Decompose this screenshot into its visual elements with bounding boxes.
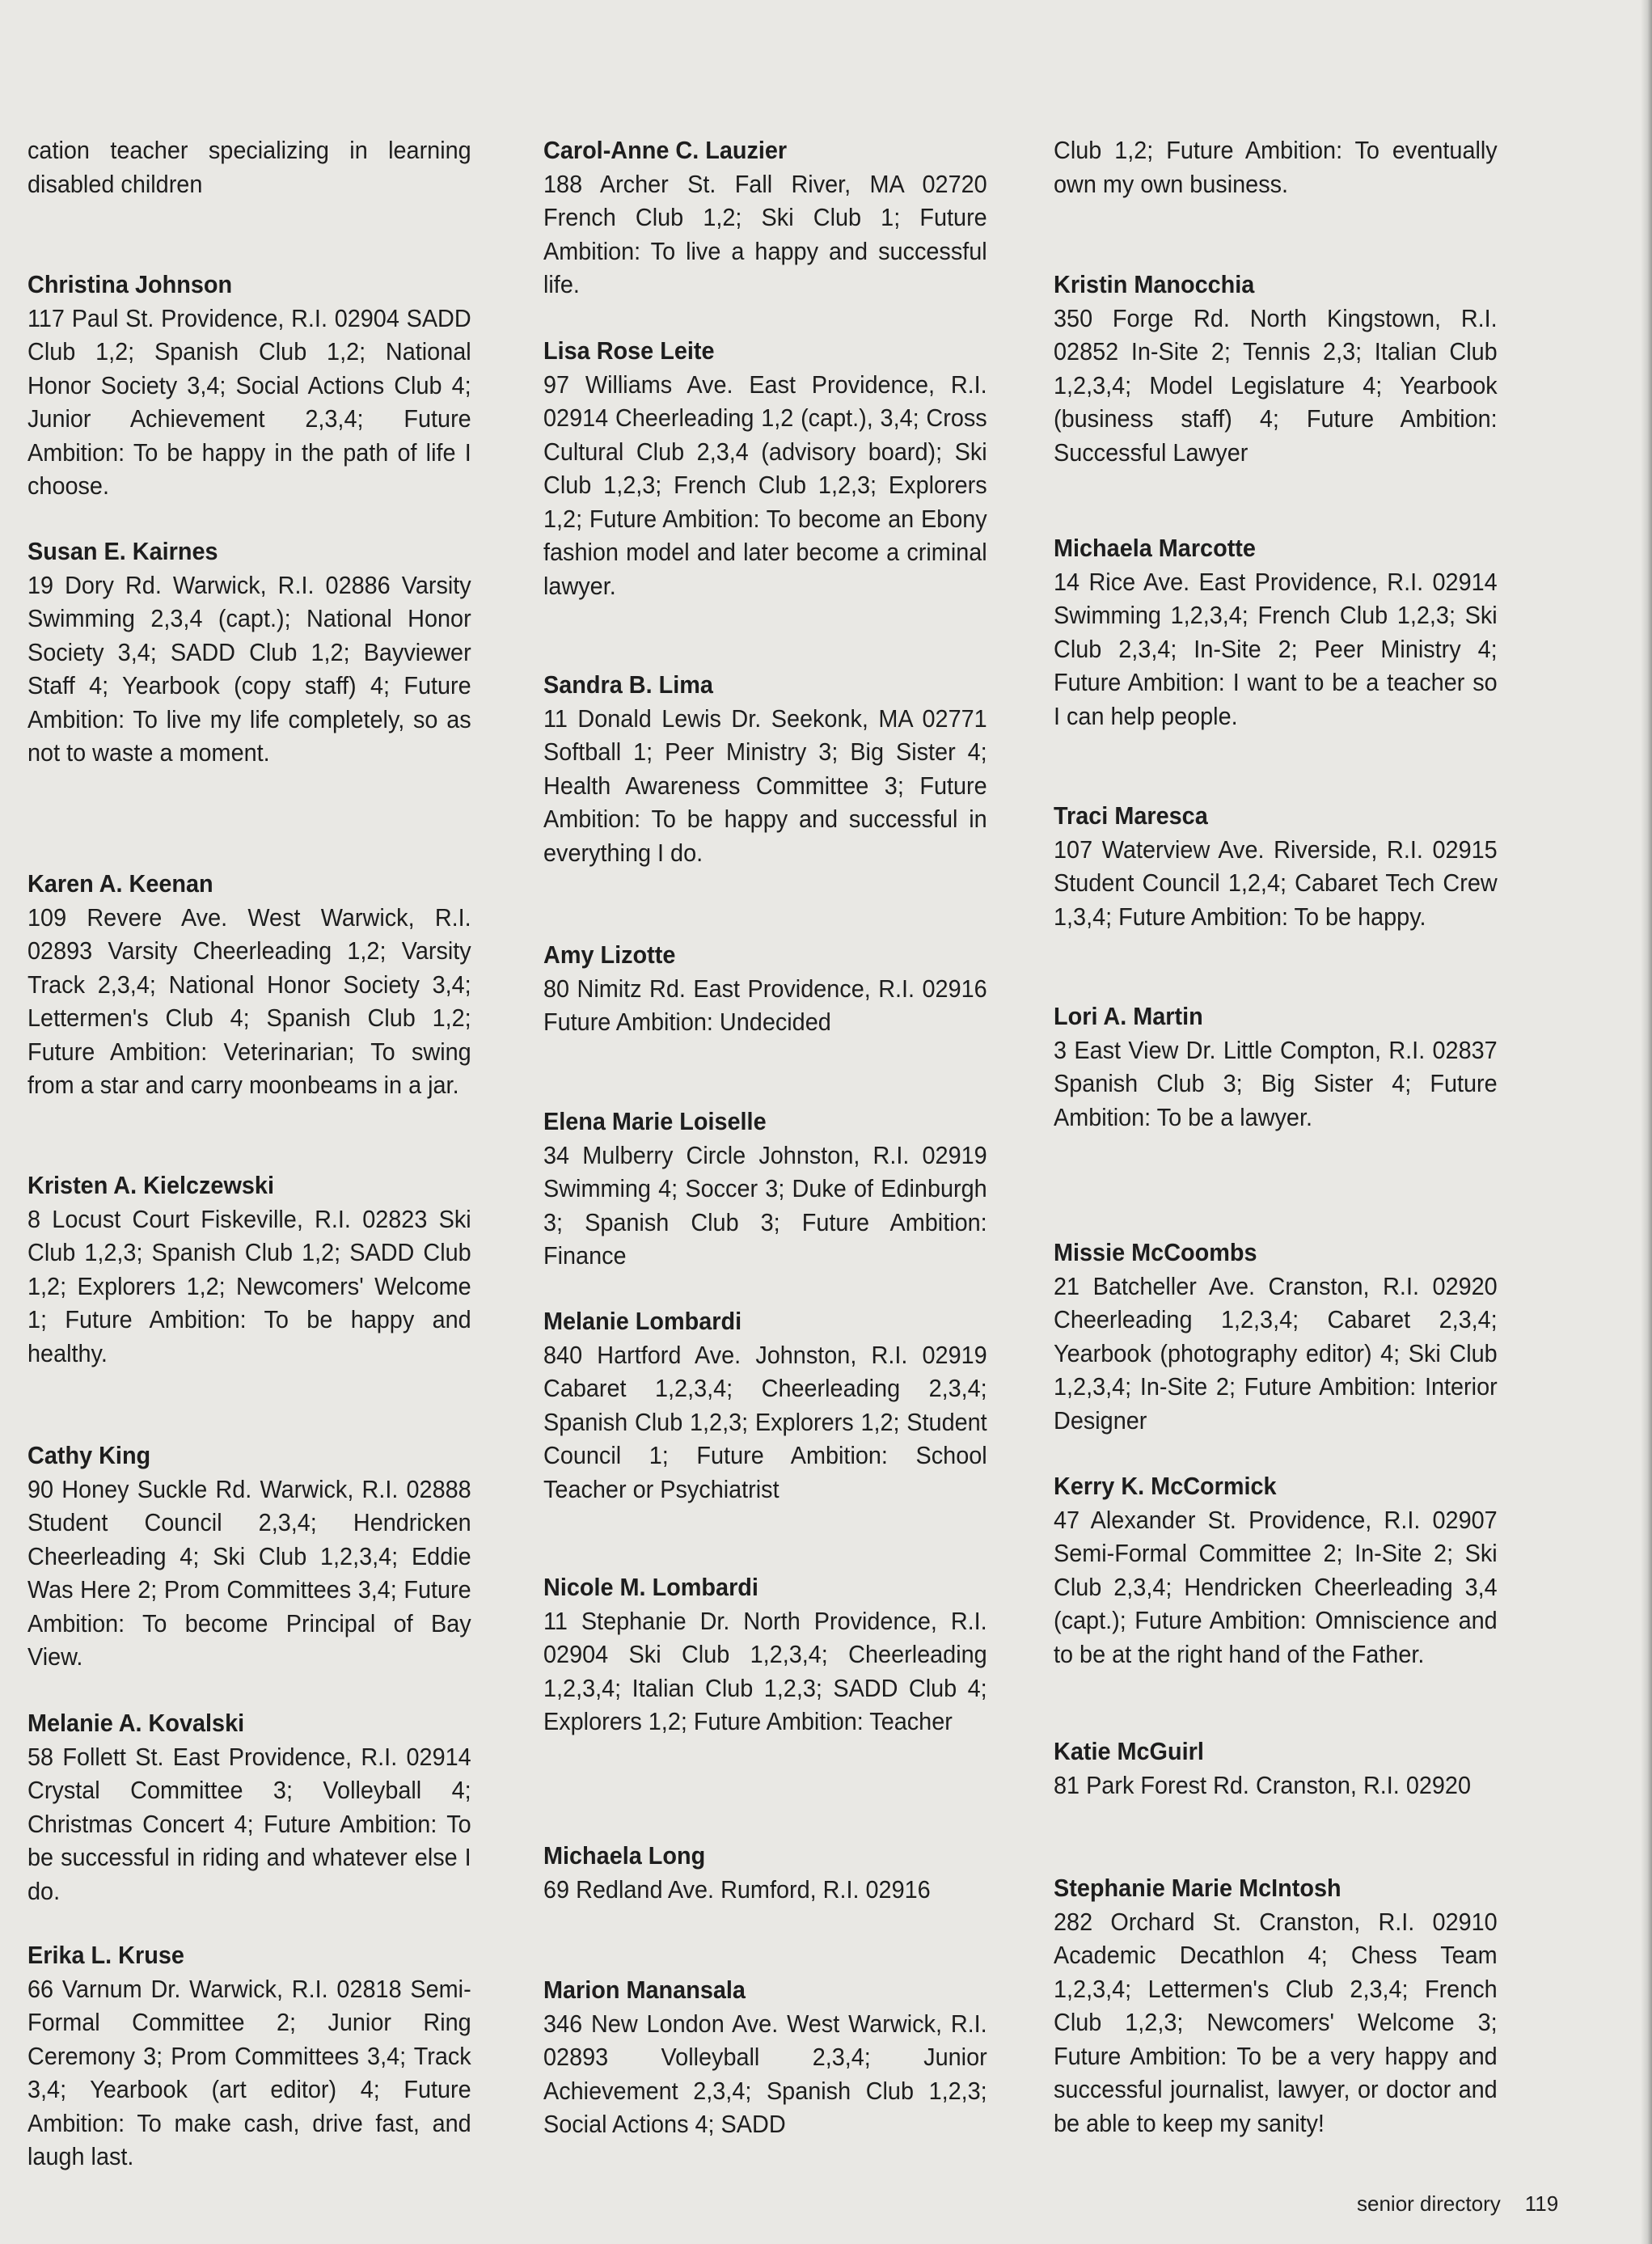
student-details: 109 Revere Ave. West Warwick, R.I. 02893 Varsity Cheerleading 1,2; Varsity Track 2,3,4; National Honor Society 3,4; Lettermen's Club 4; Spanish Club 1,2; Future Ambition: Veterinarian; To swing from a star and carry moonbeams in a jar.	[27, 902, 471, 1099]
directory-entry	[543, 1839, 987, 1906]
directory-entry	[543, 668, 987, 869]
student-details: 66 Varnum Dr. Warwick, R.I. 02818 Semi-Formal Committee 2; Junior Ring Ceremony 3; Prom Committees 3,4; Track 3,4; Yearbook (art editor) 4; Future Ambition: To make cash, drive fast, and laugh last.	[27, 1974, 471, 2170]
student-name: Stephanie Marie McIntosh	[1054, 1874, 1341, 1902]
directory-entry	[1054, 999, 1498, 1134]
student-name: Michaela Long	[543, 1841, 706, 1870]
directory-entry	[1054, 1236, 1498, 1437]
student-details: 3 East View Dr. Little Compton, R.I. 02837 Spanish Club 3; Big Sister 4; Future Ambition: To be a lawyer.	[1054, 1035, 1498, 1131]
page-number: 119	[1524, 2191, 1559, 2216]
student-name: Kristin Manocchia	[1054, 270, 1255, 298]
continued-text: cation teacher specializing in learning disabled children	[27, 136, 471, 198]
student-details: 58 Follett St. East Providence, R.I. 02914 Crystal Committee 3; Volleyball 4; Christmas Concert 4; Future Ambition: To be successful in riding and whatever else I do.	[27, 1742, 471, 1905]
directory-entry	[27, 1439, 471, 1674]
directory-entry	[543, 133, 987, 302]
student-details: 188 Archer St. Fall River, MA 02720 French Club 1,2; Ski Club 1; Future Ambition: To live a happy and successful life.	[543, 169, 987, 298]
student-name: Erika L. Kruse	[27, 1941, 184, 1969]
student-name: Karen A. Keenan	[27, 869, 213, 898]
student-details: 346 New London Ave. West Warwick, R.I. 02893 Volleyball 2,3,4; Junior Achievement 2,3,4; Spanish Club 1,2,3; Social Actions 4; SADD	[543, 2009, 987, 2138]
directory-entry	[543, 1105, 987, 1273]
student-details: 47 Alexander St. Providence, R.I. 02907 Semi-Formal Committee 2; In-Site 2; Ski Club 2,3,4; Hendricken Cheerleading 3,4 (capt.); Future Ambition: Omniscience and to be at the right hand of the Father.	[1054, 1505, 1498, 1668]
directory-entry	[543, 938, 987, 1039]
directory-entry	[27, 867, 471, 1102]
student-name: Elena Marie Loiselle	[543, 1107, 767, 1135]
student-details: 8 Locust Court Fiskeville, R.I. 02823 Ski Club 1,2,3; Spanish Club 1,2; SADD Club 1,2; Explorers 1,2; Newcomers' Welcome 1; Future Ambition: To be happy and healthy.	[27, 1204, 471, 1367]
student-name: Sandra B. Lima	[543, 670, 713, 699]
continued-text: Club 1,2; Future Ambition: To eventually own my own business.	[1054, 136, 1498, 198]
student-name: Michaela Marcotte	[1054, 534, 1256, 562]
directory-entry	[543, 1973, 987, 2141]
student-name: Christina Johnson	[27, 270, 233, 298]
student-details: 21 Batcheller Ave. Cranston, R.I. 02920 Cheerleading 1,2,3,4; Cabaret 2,3,4; Yearbook (photography editor) 4; Ski Club 1,2,3,4; In-Site 2; Future Ambition: Interior Designer	[1054, 1271, 1498, 1435]
student-details: 107 Waterview Ave. Riverside, R.I. 02915 Student Council 1,2,4; Cabaret Tech Crew 1,3,4; Future Ambition: To be happy.	[1054, 835, 1498, 931]
student-details: 350 Forge Rd. North Kingstown, R.I. 02852 In-Site 2; Tennis 2,3; Italian Club 1,2,3,4; Model Legislature 4; Yearbook (business staff) 4; Future Ambition: Successful Lawyer	[1054, 303, 1498, 467]
student-details: 14 Rice Ave. East Providence, R.I. 02914 Swimming 1,2,3,4; French Club 1,2,3; Ski Club 2,3,4; In-Site 2; Peer Ministry 4; Future Ambition: I want to be a teacher so I can help people.	[1054, 567, 1498, 730]
student-name: Susan E. Kairnes	[27, 537, 218, 565]
student-details: 117 Paul St. Providence, R.I. 02904 SADD Club 1,2; Spanish Club 1,2; National Honor Society 3,4; Social Actions Club 4; Junior Achievement 2,3,4; Future Ambition: To be happy in the path of life I choose.	[27, 303, 471, 500]
directory-entry	[1054, 531, 1498, 733]
directory-entry	[1054, 1871, 1498, 2140]
directory-entry	[543, 1570, 987, 1739]
directory-entry	[27, 268, 471, 503]
directory-entry	[27, 535, 471, 770]
directory-entry	[1054, 1735, 1498, 1802]
student-details: 11 Donald Lewis Dr. Seekonk, MA 02771 Softball 1; Peer Ministry 3; Big Sister 4; Health Awareness Committee 3; Future Ambition: To be happy and successful in everything I do.	[543, 704, 987, 867]
student-details: 34 Mulberry Circle Johnston, R.I. 02919 Swimming 4; Soccer 3; Duke of Edinburgh 3; Spanish Club 3; Future Ambition: Finance	[543, 1140, 987, 1270]
student-details: 69 Redland Ave. Rumford, R.I. 02916	[543, 1874, 931, 1904]
student-name: Melanie Lombardi	[543, 1307, 742, 1335]
student-name: Katie McGuirl	[1054, 1737, 1204, 1765]
student-name: Cathy King	[27, 1441, 151, 1469]
student-name: Missie McCoombs	[1054, 1238, 1257, 1266]
section-label: senior directory	[1357, 2191, 1501, 2216]
page-footer	[1357, 2191, 1582, 2216]
student-details: 840 Hartford Ave. Johnston, R.I. 02919 Cabaret 1,2,3,4; Cheerleading 2,3,4; Spanish Club 1,2,3; Explorers 1,2; Student Council 1; Future Ambition: School Teacher or Psychiatrist	[543, 1340, 987, 1503]
student-name: Carol-Anne C. Lauzier	[543, 136, 788, 164]
student-details: 19 Dory Rd. Warwick, R.I. 02886 Varsity Swimming 2,3,4 (capt.); National Honor Society 3,4; SADD Club 1,2; Bayviewer Staff 4; Yearbook (copy staff) 4; Future Ambition: To live my life completely, so as not to waste a moment.	[27, 570, 471, 767]
directory-entry	[1054, 799, 1498, 933]
student-name: Melanie A. Kovalski	[27, 1709, 245, 1737]
student-name: Amy Lizotte	[543, 940, 676, 969]
student-name: Lori A. Martin	[1054, 1002, 1203, 1030]
student-name: Kristen A. Kielczewski	[27, 1171, 274, 1199]
student-name: Marion Manansala	[543, 1976, 746, 2004]
student-details: 97 Williams Ave. East Providence, R.I. 02914 Cheerleading 1,2 (capt.), 3,4; Cross Cultural Club 2,3,4 (advisory board); Ski Club 1,2,3; French Club 1,2,3; Explorers 1,2; Future Ambition: To become an Ebony fashion model and later become a criminal lawyer.	[543, 370, 987, 600]
directory-entry	[1054, 1469, 1498, 1671]
directory-entry	[27, 1168, 471, 1370]
student-details: 11 Stephanie Dr. North Providence, R.I. 02904 Ski Club 1,2,3,4; Cheerleading 1,2,3,4; Italian Club 1,2,3; SADD Club 4; Explorers 1,2; Future Ambition: Teacher	[543, 1606, 987, 1735]
student-name: Nicole M. Lombardi	[543, 1573, 758, 1601]
student-details: 282 Orchard St. Cranston, R.I. 02910 Academic Decathlon 4; Chess Team 1,2,3,4; Lettermen's Club 2,3,4; French Club 1,2,3; Newcomers' Welcome 3; Future Ambition: To be a very happy and successful journalist, lawyer, or doctor and be able to keep my sanity!	[1054, 1907, 1498, 2137]
directory-entry	[1054, 268, 1498, 469]
student-name: Lisa Rose Leite	[543, 336, 715, 365]
directory-entry	[27, 1938, 471, 2174]
page-edge	[1641, 0, 1652, 2244]
directory-entry	[543, 1304, 987, 1506]
student-details: 81 Park Forest Rd. Cranston, R.I. 02920	[1054, 1770, 1471, 1799]
student-name: Traci Maresca	[1054, 801, 1208, 830]
student-details: 90 Honey Suckle Rd. Warwick, R.I. 02888 Student Council 2,3,4; Hendricken Cheerleading 4; Ski Club 1,2,3,4; Eddie Was Here 2; Prom Committees 3,4; Future Ambition: To become Principal of Bay View.	[27, 1474, 471, 1671]
student-details: 80 Nimitz Rd. East Providence, R.I. 02916 Future Ambition: Undecided	[543, 974, 987, 1036]
student-name: Kerry K. McCormick	[1054, 1472, 1277, 1500]
directory-entry	[543, 334, 987, 602]
directory-entry	[27, 1706, 471, 1908]
